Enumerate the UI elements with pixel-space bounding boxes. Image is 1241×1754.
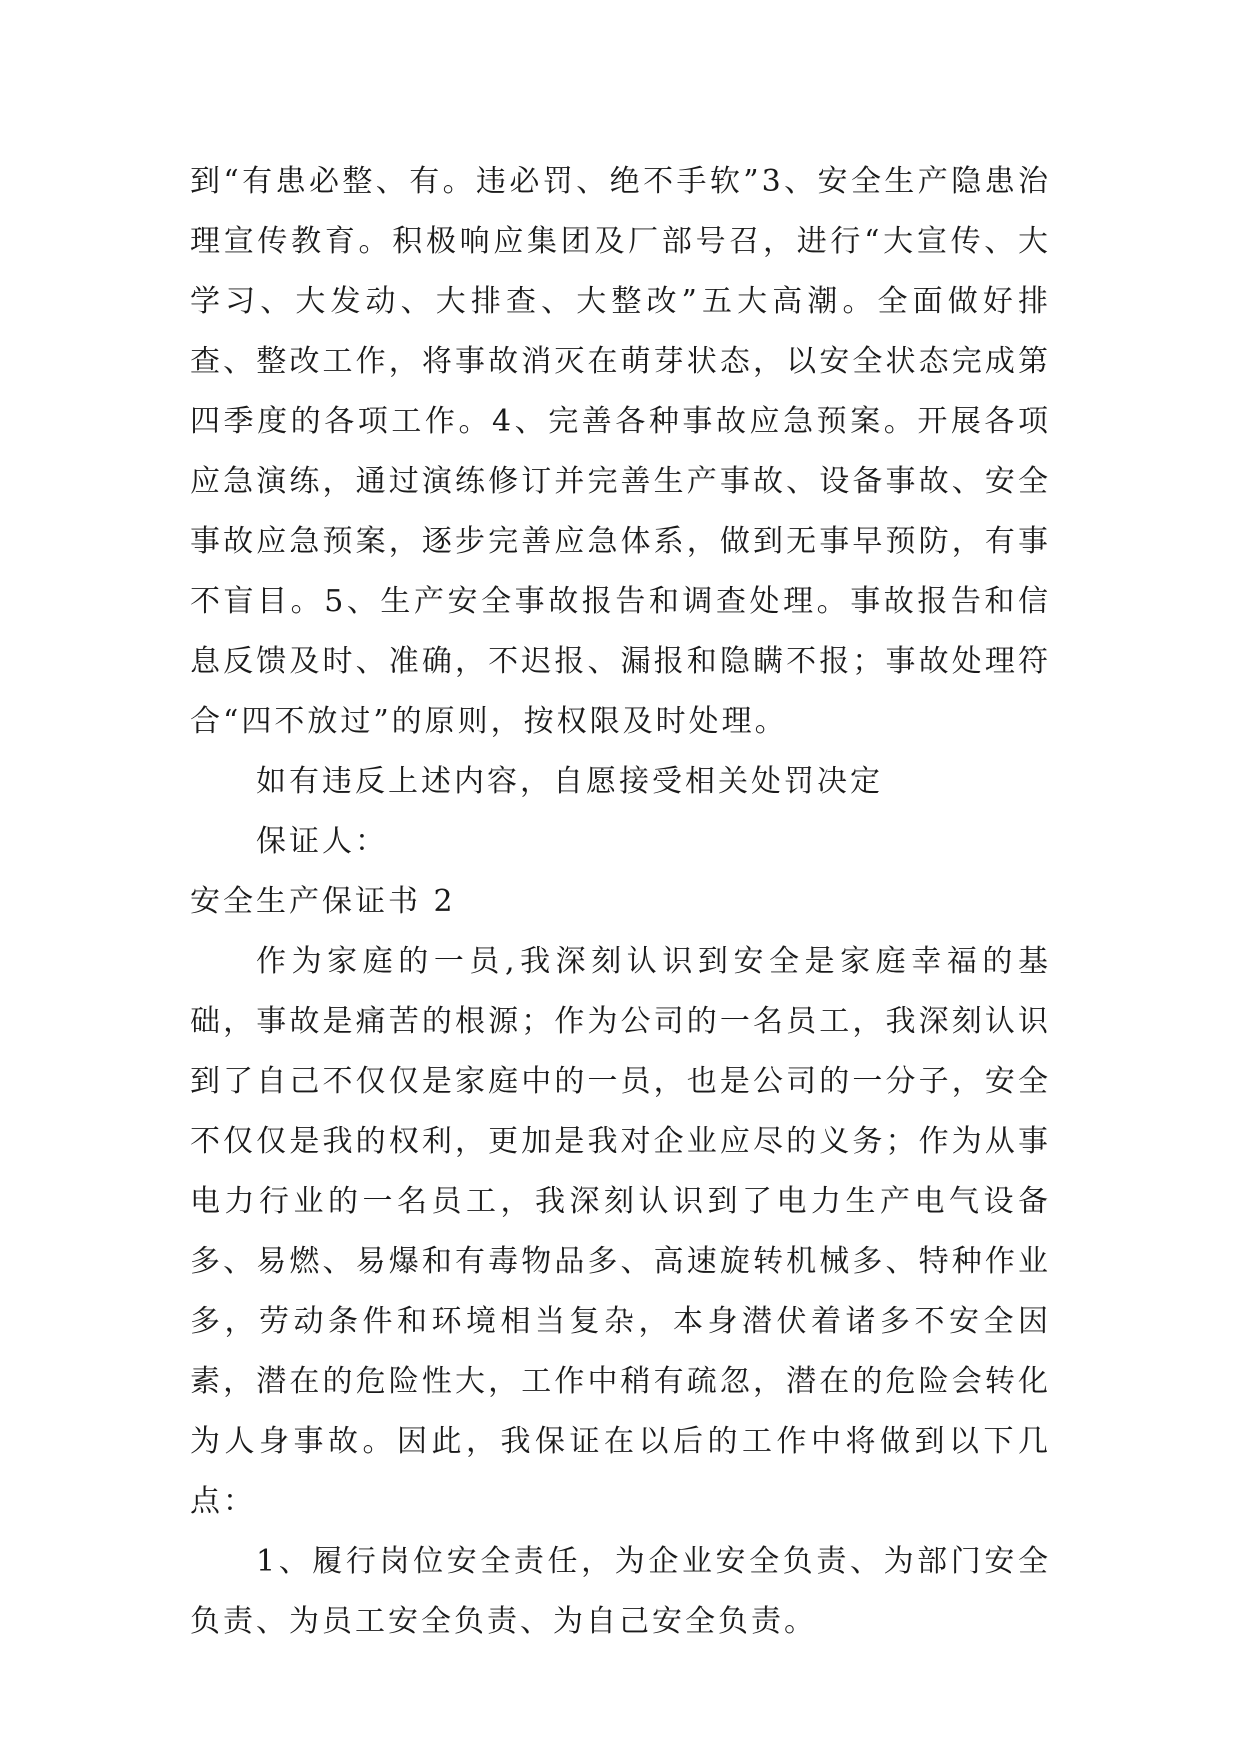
paragraph-safety-measures: 到“有患必整、有。违必罚、绝不手软”3、安全生产隐患治理宣传教育。积极响应集团及厂部号召，进行“大宣传、大学习、大发动、大排查、大整改”五大高潮。全面做好排查、整改工作，将事故消灭在萌芽状态，以安全状态完成第四季度的各项工作。4、完善各种事故应急预案。开展各项应急演练，通过演练修订并完善生产事故、设备事故、安全事故应急预案，逐步完善应急体系，做到无事早预防，有事不盲目。5、生产安全事故报告和调查处理。事故报告和信息反馈及时、准确，不迟报、漏报和隐瞒不报；事故处理符合“四不放过”的原则，按权限及时处理。 [190,164,1051,739]
paragraph-penalty-acceptance: 如有违反上述内容，自愿接受相关处罚决定 [256,764,883,799]
document-body [190,152,1051,1652]
paragraph-point-1: 1、履行岗位安全责任，为企业安全负责、为部门安全负责、为员工安全负责、为自己安全负责。 [190,1544,1051,1639]
section-title: 安全生产保证书 2 [190,884,456,919]
paragraph-awareness: 作为家庭的一员,我深刻认识到安全是家庭幸福的基础，事故是痛苦的根源；作为公司的一名员工，我深刻认识到了自己不仅仅是家庭中的一员，也是公司的一分子，安全不仅仅是我的权利，更加是我对企业应尽的义务；作为从事电力行业的一名员工，我深刻认识到了电力生产电气设备多、易燃、易爆和有毒物品多、高速旋转机械多、特种作业多，劳动条件和环境相当复杂，本身潜伏着诸多不安全因素，潜在的危险性大，工作中稍有疏忽，潜在的危险会转化为人身事故。因此，我保证在以后的工作中将做到以下几点： [190,944,1051,1519]
paragraph-guarantor: 保证人： [256,824,388,859]
